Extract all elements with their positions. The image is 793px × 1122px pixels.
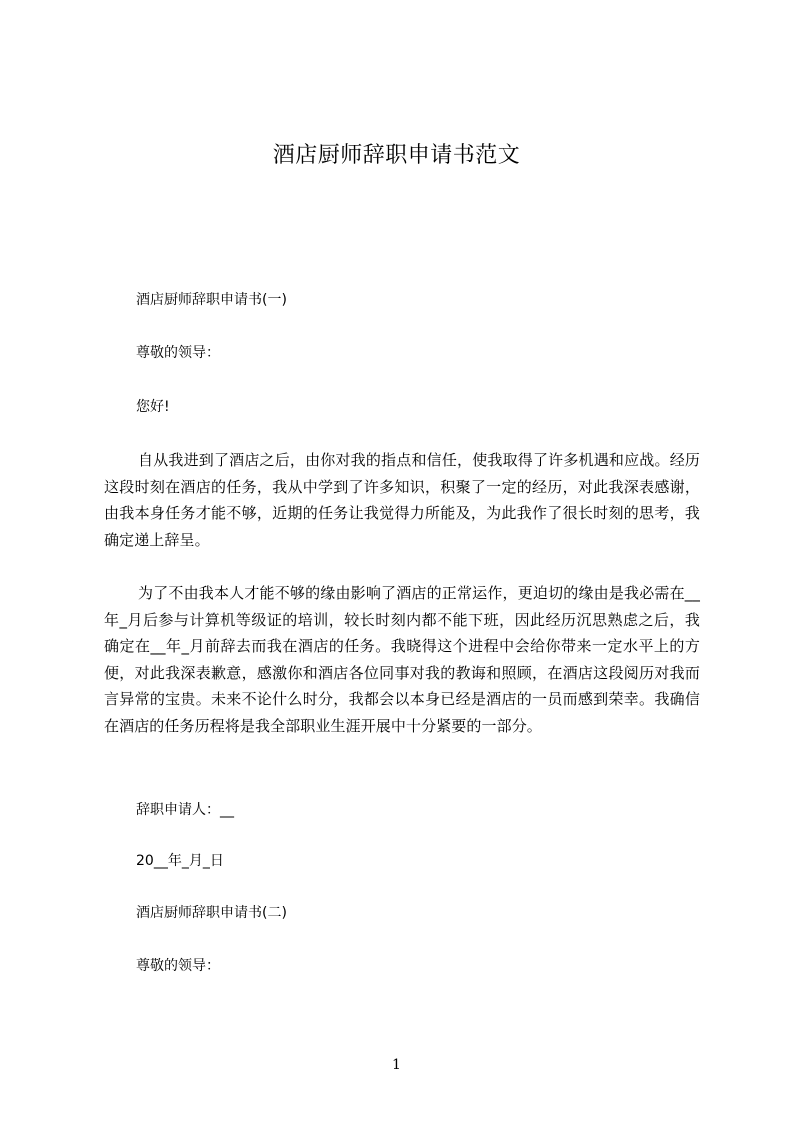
- letter2-salutation: 尊敬的领导：: [136, 958, 220, 974]
- letter1-date: 20__年_月_日: [136, 853, 224, 869]
- letter2-heading: 酒店厨师辞职申请书(二): [136, 905, 287, 921]
- letter1-heading: 酒店厨师辞职申请书(一): [136, 292, 287, 308]
- letter1-paragraph-2: 为了不由我本人才能不够的缘由影响了酒店的正常运作，更迫切的缘由是我必需在__年_月后参与计算机等级证的培训，较长时刻内都不能下班，因此经历沉思熟虑之后，我确定在__年_月前辞去而我在酒店的任务。我晓得这个进程中会给你带来一定水平上的方便，对此我深表歉意，感激你和酒店各位同事对我的教诲和照顾，在酒店这段阅历对我而言异常的宝贵。未来不论什么时分，我都会以本身已经是酒店的一员而感到荣幸。我确信在酒店的任务历程将是我全部职业生涯开展中十分紧要的一部分。: [104, 584, 700, 735]
- letter1-greeting: 您好!: [136, 399, 170, 415]
- letter1-salutation: 尊敬的领导：: [136, 345, 220, 361]
- page-number: 1: [392, 1057, 401, 1073]
- letter1-paragraph-1: 自从我进到了酒店之后，由你对我的指点和信任，使我取得了许多机遇和应战。经历这段时刻在酒店的任务，我从中学到了许多知识，积聚了一定的经历，对此我深表感谢，由我本身任务才能不够，近期的任务让我觉得力所能及，为此我作了很长时刻的思考，我确定递上辞呈。: [104, 451, 700, 549]
- letter1-signature: 辞职申请人：__: [136, 802, 234, 818]
- document-title: 酒店厨师辞职申请书范文: [272, 143, 521, 168]
